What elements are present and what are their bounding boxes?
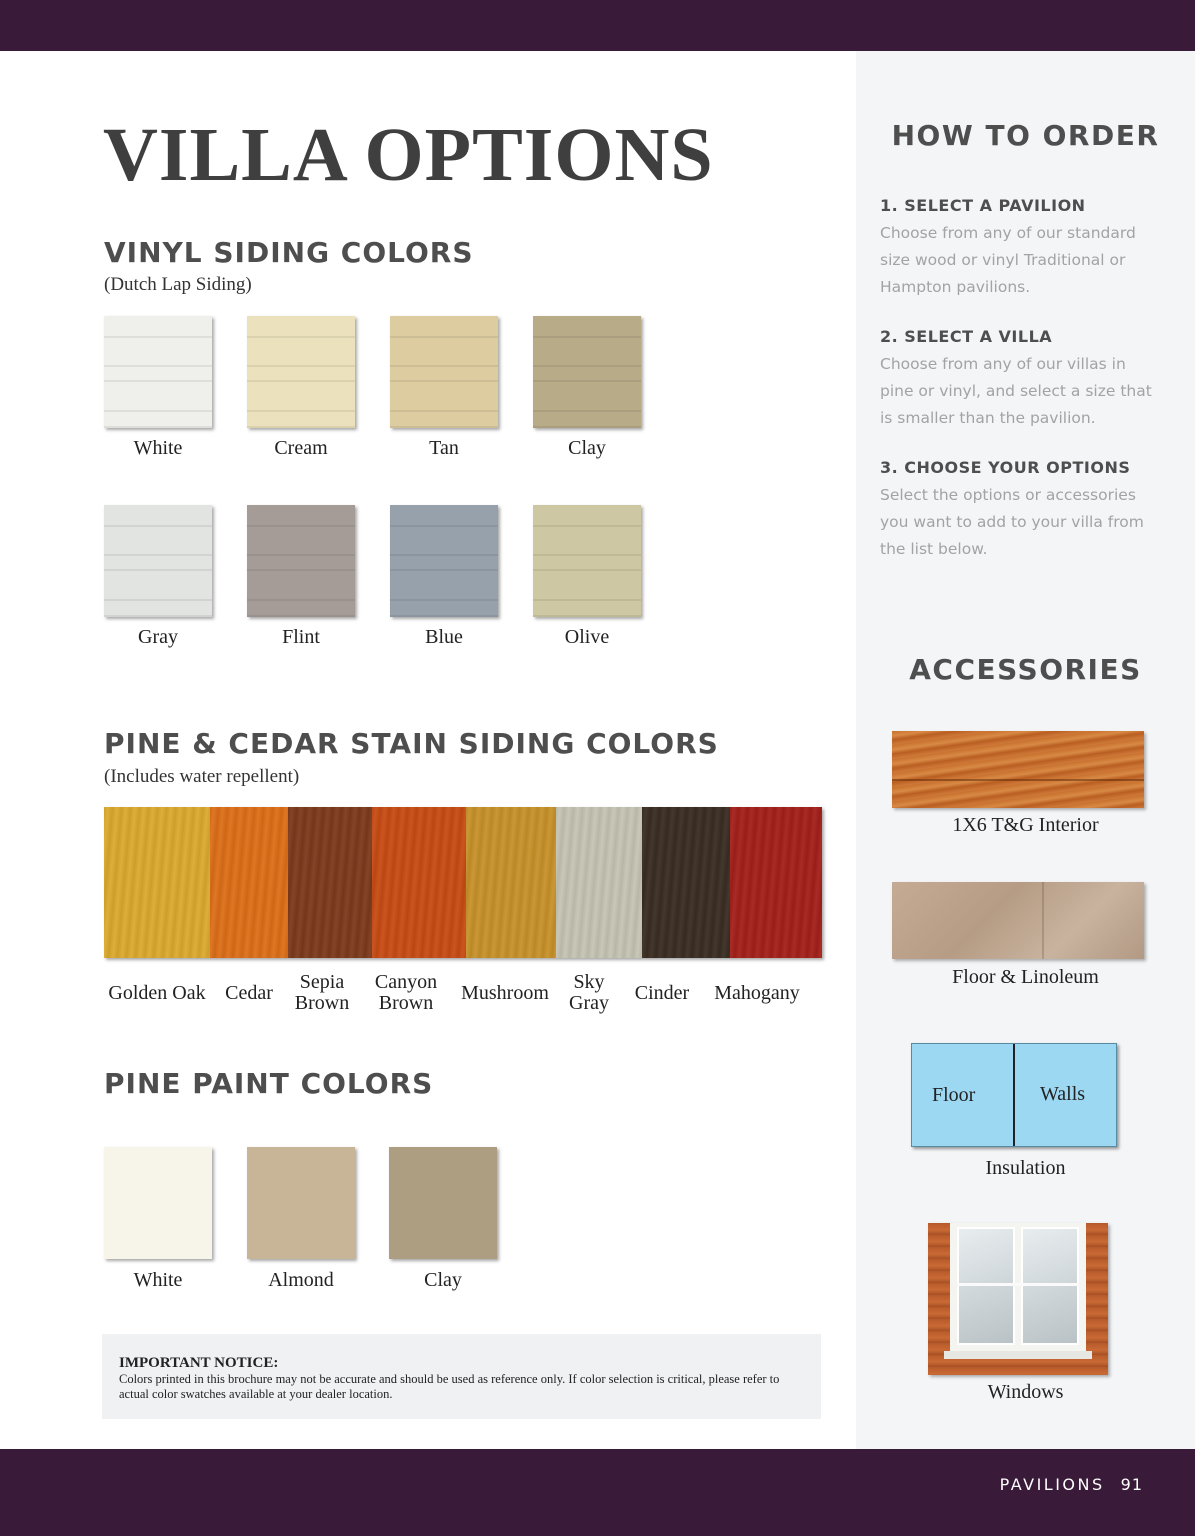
siding-lap-line bbox=[533, 599, 641, 601]
window-pane-right bbox=[1021, 1227, 1079, 1345]
window-muntin bbox=[957, 1283, 1079, 1286]
how-to-order-title: HOW TO ORDER bbox=[891, 119, 1160, 152]
insulation-divider bbox=[1013, 1044, 1015, 1146]
siding-lap-line bbox=[104, 426, 212, 428]
paint-label-white: White bbox=[133, 1269, 183, 1291]
page-title: VILLA OPTIONS bbox=[103, 113, 714, 197]
vinyl-swatch-flint bbox=[247, 505, 355, 617]
vinyl-swatch-white bbox=[104, 316, 212, 428]
stain-section-subtitle: (Includes water repellent) bbox=[104, 766, 300, 787]
paint-label-clay: Clay bbox=[424, 1269, 462, 1291]
siding-lap-line bbox=[247, 525, 355, 527]
order-step-3 bbox=[880, 458, 1160, 563]
siding-lap-line bbox=[104, 599, 212, 601]
siding-lap-line bbox=[247, 365, 355, 367]
siding-lap-line bbox=[104, 525, 212, 527]
accessory-label-floor: Floor & Linoleum bbox=[952, 966, 1099, 988]
stain-label-sky-gray: Sky Gray bbox=[569, 971, 609, 1014]
siding-lap-line bbox=[390, 426, 498, 428]
vinyl-swatch-clay bbox=[533, 316, 641, 428]
siding-lap-line bbox=[533, 380, 641, 382]
siding-lap-line bbox=[390, 615, 498, 617]
siding-lap-line bbox=[533, 365, 641, 367]
insulation-floor-text: Floor bbox=[932, 1084, 976, 1106]
siding-lap-line bbox=[247, 336, 355, 338]
siding-lap-line bbox=[104, 554, 212, 556]
top-banner bbox=[0, 0, 1195, 51]
siding-lap-line bbox=[390, 365, 498, 367]
vinyl-swatch-olive bbox=[533, 505, 641, 617]
stain-color-strip bbox=[104, 807, 822, 958]
notice-body: Colors printed in this brochure may not be accurate and should be used as reference only. If color selection is critical, please refer to actual color swatches available at your dealer location. bbox=[119, 1372, 780, 1401]
order-step-1-body: Choose from any of our standard size wood or vinyl Traditional or Hampton pavilions. bbox=[880, 224, 1136, 296]
siding-lap-line bbox=[533, 525, 641, 527]
window-pane-left bbox=[957, 1227, 1015, 1345]
siding-lap-line bbox=[104, 569, 212, 571]
important-notice-box bbox=[102, 1334, 821, 1419]
page-footer bbox=[1000, 1475, 1143, 1494]
siding-lap-line bbox=[533, 426, 641, 428]
siding-lap-line bbox=[104, 365, 212, 367]
siding-lap-line bbox=[104, 615, 212, 617]
window-sill bbox=[944, 1351, 1092, 1359]
insulation-diagram bbox=[911, 1043, 1117, 1147]
stain-label-canyon-brown: Canyon Brown bbox=[374, 971, 438, 1014]
windows-image bbox=[928, 1223, 1108, 1375]
stain-label-mushroom: Mushroom bbox=[461, 982, 549, 1004]
vinyl-section-title: VINYL SIDING COLORS bbox=[104, 236, 474, 269]
vinyl-label-white: White bbox=[133, 437, 183, 459]
vinyl-label-olive: Olive bbox=[564, 626, 610, 648]
stain-label-golden-oak: Golden Oak bbox=[108, 982, 206, 1004]
vinyl-label-cream: Cream bbox=[274, 437, 328, 459]
paint-swatch-clay bbox=[389, 1147, 497, 1259]
paint-label-almond: Almond bbox=[268, 1269, 334, 1291]
vinyl-swatch-cream bbox=[247, 316, 355, 428]
stain-label-cedar: Cedar bbox=[225, 982, 273, 1004]
stain-swatch-sepia-brown bbox=[288, 807, 372, 958]
siding-lap-line bbox=[390, 554, 498, 556]
siding-lap-line bbox=[533, 615, 641, 617]
paint-section-title: PINE PAINT COLORS bbox=[104, 1067, 434, 1100]
stain-swatch-cinder bbox=[642, 807, 730, 958]
siding-lap-line bbox=[104, 380, 212, 382]
siding-lap-line bbox=[104, 410, 212, 412]
stain-label-cinder: Cinder bbox=[634, 982, 690, 1004]
siding-lap-line bbox=[533, 554, 641, 556]
accessories-title: ACCESSORIES bbox=[909, 653, 1142, 686]
siding-lap-line bbox=[533, 336, 641, 338]
vinyl-label-blue: Blue bbox=[425, 626, 463, 648]
siding-lap-line bbox=[247, 554, 355, 556]
order-step-2-body: Choose from any of our villas in pine or vinyl, and select a size that is smaller than the pavilion. bbox=[880, 355, 1152, 427]
order-step-2-title: 2. SELECT A VILLA bbox=[880, 327, 1053, 346]
stain-swatch-sky-gray bbox=[556, 807, 642, 958]
siding-lap-line bbox=[247, 615, 355, 617]
siding-lap-line bbox=[390, 380, 498, 382]
notice-title: IMPORTANT NOTICE: bbox=[119, 1355, 279, 1371]
stain-swatch-cedar bbox=[210, 807, 288, 958]
stain-swatch-mahogany bbox=[730, 807, 822, 958]
vinyl-label-gray: Gray bbox=[138, 626, 178, 648]
stain-swatch-golden-oak bbox=[104, 807, 210, 958]
order-step-2 bbox=[880, 327, 1160, 432]
stain-label-sepia-brown: Sepia Brown bbox=[294, 971, 350, 1014]
order-step-1 bbox=[880, 196, 1160, 301]
vinyl-swatch-gray bbox=[104, 505, 212, 617]
floor-linoleum-image bbox=[892, 882, 1144, 959]
footer-section-name: PAVILIONS bbox=[999, 1475, 1105, 1494]
paint-swatch-white bbox=[104, 1147, 212, 1259]
siding-lap-line bbox=[390, 599, 498, 601]
board-seam bbox=[892, 779, 1144, 781]
order-step-3-title: 3. CHOOSE YOUR OPTIONS bbox=[880, 458, 1131, 477]
siding-lap-line bbox=[247, 380, 355, 382]
stain-label-mahogany: Mahogany bbox=[714, 982, 800, 1004]
tile-grout-lines bbox=[892, 882, 1144, 959]
siding-lap-line bbox=[390, 525, 498, 527]
stain-swatch-mushroom bbox=[466, 807, 556, 958]
stain-section-title: PINE & CEDAR STAIN SIDING COLORS bbox=[104, 727, 719, 760]
page-number: 91 bbox=[1120, 1475, 1143, 1494]
stain-swatch-canyon-brown bbox=[372, 807, 466, 958]
siding-lap-line bbox=[247, 569, 355, 571]
siding-lap-line bbox=[247, 410, 355, 412]
order-step-1-title: 1. SELECT A PAVILION bbox=[880, 196, 1086, 215]
vinyl-label-flint: Flint bbox=[282, 626, 320, 648]
siding-lap-line bbox=[104, 336, 212, 338]
siding-lap-line bbox=[247, 426, 355, 428]
siding-lap-line bbox=[390, 410, 498, 412]
insulation-walls-text: Walls bbox=[1040, 1083, 1086, 1105]
accessory-label-interior: 1X6 T&G Interior bbox=[952, 814, 1099, 836]
siding-lap-line bbox=[247, 599, 355, 601]
vinyl-label-clay: Clay bbox=[568, 437, 606, 459]
siding-lap-line bbox=[390, 336, 498, 338]
accessory-label-windows: Windows bbox=[987, 1381, 1064, 1403]
siding-lap-line bbox=[390, 569, 498, 571]
vinyl-section-subtitle: (Dutch Lap Siding) bbox=[104, 274, 252, 295]
vinyl-label-tan: Tan bbox=[429, 437, 459, 459]
paint-swatch-almond bbox=[247, 1147, 355, 1259]
siding-lap-line bbox=[533, 410, 641, 412]
tongue-groove-interior-image bbox=[892, 731, 1144, 808]
siding-lap-line bbox=[533, 569, 641, 571]
vinyl-swatch-blue bbox=[390, 505, 498, 617]
order-step-3-body: Select the options or accessories you want to add to your villa from the list below. bbox=[880, 486, 1144, 558]
accessory-label-insulation: Insulation bbox=[985, 1157, 1066, 1179]
vinyl-swatch-tan bbox=[390, 316, 498, 428]
